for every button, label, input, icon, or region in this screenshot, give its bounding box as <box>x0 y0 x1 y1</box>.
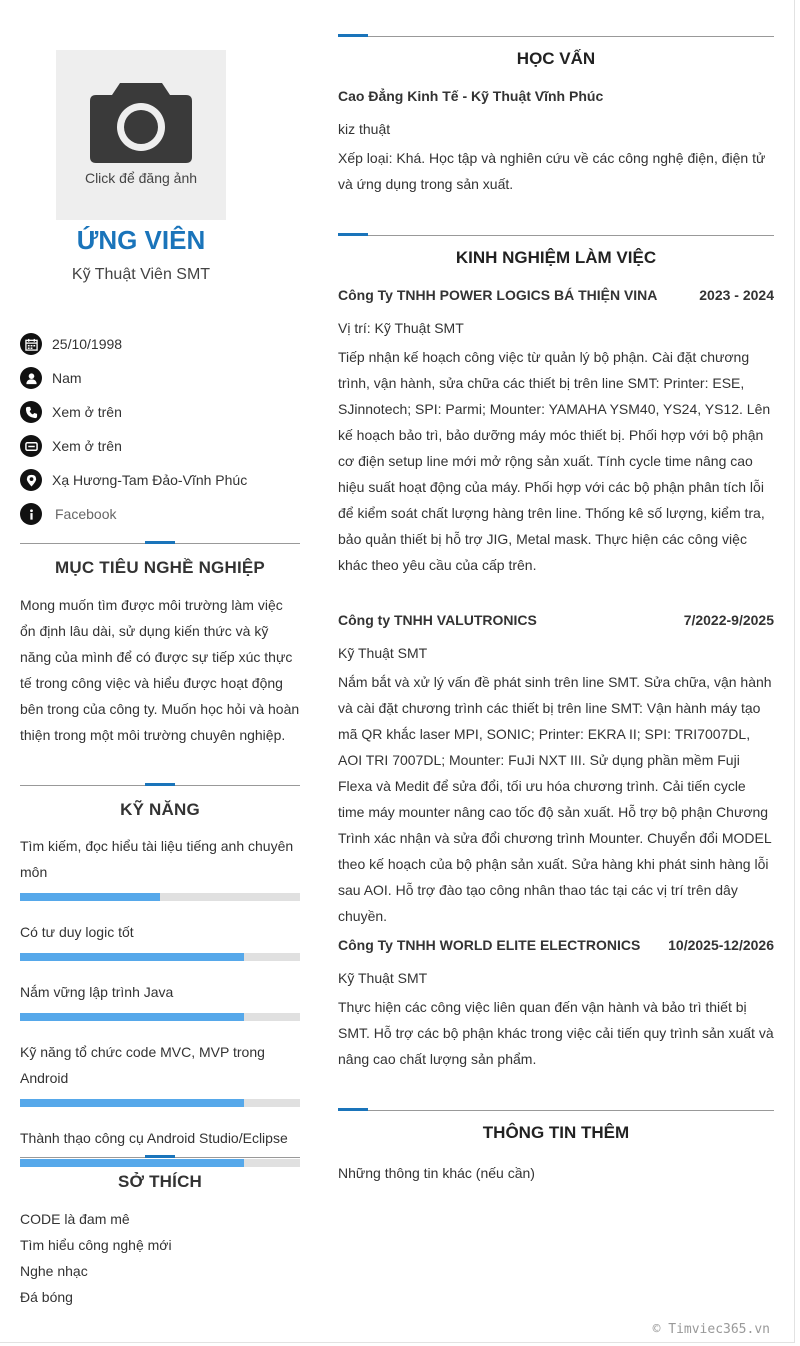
skills-list <box>20 833 300 1185</box>
job-description: Nắm bắt và xử lý vấn đề phát sinh trên line SMT. Sửa chữa, vận hành và cài đặt chương trình các thiết bị trên line SMT: Vận hành máy tạo mã QR khắc laser MPI, SONIC; Printer: EKRA II; SPI: TRI7007DL, AOI TRI 7007DL; Mounter: FuJi NXT III. Sử dụng phần mềm Fuji Flexa và Medit để sửa đổi, tối ưu hóa chương trình. Cải tiến cycle time máy mounter nâng cao tốc độ sản xuất. Hỗ trợ bộ phận Chương Trình xác nhận và sửa đổi chương trình Mounter. Chuyển đổi MODEL theo kế hoạch của bộ phận sản xuất. Sửa hàng khi phát sinh hàng lỗi sau AOI. Hỗ trợ đào tạo công nhân thao tác tại các vị trí trên dây chuyền. <box>338 674 772 924</box>
skills-title: KỸ NĂNG <box>120 800 200 819</box>
gender-value: Nam <box>52 370 82 386</box>
job-entry <box>338 285 774 578</box>
job-company: Công Ty TNHH POWER LOGICS BÁ THIỆN VINA <box>338 287 658 303</box>
footer-copyright: © Timviec365.vn <box>652 1322 770 1337</box>
heading-accent-bar <box>145 541 175 544</box>
hobbies-heading <box>20 1157 300 1192</box>
school-name: Cao Đẳng Kinh Tế - Kỹ Thuật Vĩnh Phúc <box>338 88 604 104</box>
job-description: Thực hiện các công việc liên quan đến vận hành và bảo trì thiết bị SMT. Hỗ trợ các bộ phận khác trong việc cải tiến quy trình sản xuất và nâng cao chất lượng sản phẩm. <box>338 999 774 1067</box>
additional-title: THÔNG TIN THÊM <box>482 1123 630 1142</box>
additional-heading <box>338 1110 774 1143</box>
job-position: Kỹ Thuật SMT <box>338 645 428 661</box>
education-title: HỌC VẤN <box>516 49 596 68</box>
job-period: 7/2022-9/2025 <box>683 612 774 628</box>
phone-icon <box>20 401 42 423</box>
skill-name: Nắm vững lập trình Java <box>20 984 174 1000</box>
info-icon <box>20 503 42 525</box>
job-company: Công ty TNHH VALUTRONICS <box>338 612 537 628</box>
birthday-value: 25/10/1998 <box>52 336 123 352</box>
experience-title: KINH NGHIỆM LÀM VIỆC <box>455 248 657 267</box>
skill-item <box>20 833 300 901</box>
phone-value: Xem ở trên <box>52 404 122 420</box>
skill-bar <box>20 1013 300 1021</box>
skill-bar <box>20 893 300 901</box>
skill-name: Thành thạo công cụ Android Studio/Eclipse <box>20 1130 288 1146</box>
skill-bar <box>20 1099 300 1107</box>
email-value: Xem ở trên <box>52 438 122 454</box>
heading-accent-bar <box>338 233 368 236</box>
contact-phone <box>20 395 300 429</box>
hobbies-list <box>20 1206 300 1310</box>
skill-name: Kỹ năng tổ chức code MVC, MVP trong Android <box>20 1044 265 1086</box>
hobby-item: Tìm hiểu công nghệ mới <box>20 1237 172 1253</box>
candidate-name: ỨNG VIÊN <box>76 225 206 255</box>
hobbies-title: SỞ THÍCH <box>117 1172 203 1191</box>
career-goal-heading <box>20 543 300 578</box>
heading-accent-bar <box>338 1108 368 1111</box>
hobby-item: CODE là đam mê <box>20 1211 130 1227</box>
education-entry <box>338 86 774 197</box>
heading-accent-bar <box>145 783 175 786</box>
skill-item <box>20 1039 300 1107</box>
skill-name: Có tư duy logic tốt <box>20 924 134 940</box>
job-entry <box>338 935 774 1072</box>
career-goal-title: MỤC TIÊU NGHỀ NGHIỆP <box>55 558 265 577</box>
education-description: Xếp loại: Khá. Học tập và nghiên cứu về các công nghệ điện, điện tử và ứng dụng trong sản xuất. <box>338 150 766 192</box>
contact-birthday <box>20 327 300 361</box>
job-entry <box>338 610 774 929</box>
contact-info <box>20 327 300 531</box>
location-icon <box>20 469 42 491</box>
contact-gender <box>20 361 300 395</box>
calendar-icon <box>20 333 42 355</box>
heading-accent-bar <box>338 34 368 37</box>
education-major: kiz thuật <box>338 121 391 137</box>
skill-bar <box>20 953 300 961</box>
job-company: Công Ty TNHH WORLD ELITE ELECTRONICS <box>338 937 641 953</box>
skill-fill <box>20 953 244 961</box>
experience-heading <box>338 235 774 268</box>
career-goal-text: Mong muốn tìm được môi trường làm việc ổn định lâu dài, sử dụng kiến thức và kỹ năng của mình để có được sự tiếp xúc thực tế trong công việc và hiểu được hoạt động bên trong của công ty. Muốn học hỏi và hoàn thiện trong một môi trường chuyên nghiệp. <box>20 597 300 743</box>
avatar-caption: Click để đăng ảnh <box>84 170 198 186</box>
contact-email <box>20 429 300 463</box>
skill-item <box>20 919 300 961</box>
contact-address <box>20 463 300 497</box>
job-period: 2023 - 2024 <box>699 287 774 303</box>
skill-item <box>20 979 300 1021</box>
skill-fill <box>20 1099 244 1107</box>
avatar-upload[interactable] <box>56 50 226 220</box>
facebook-link[interactable]: Facebook <box>55 506 117 522</box>
job-description: Tiếp nhận kế hoạch công việc từ quản lý bộ phận. Cài đặt chương trình, vận hành, sửa chữa các thiết bị trên line SMT: Printer: ESE, SJinnotech; SPI: Parmi; Mounter: YAMAHA YSM40, YS24, YS12. Lên kế hoạch bảo trì, bảo dưỡng máy móc thiết bị. Phối hợp với bộ phận cơ điện setup line mới mở rộng sản xuất. Tính cycle time nâng cao hiệu suất hoạt động của máy. Phối hợp với các bộ phận phân tích lỗi để kiểm soát chất lượng hàng trên line. Thống kê số lượng, kiểm tra, bảo quản thiết bị hỗ trợ JIG, Metal mask. Thực hiện các công việc khác theo yêu cầu của cấp trên. <box>338 349 771 573</box>
skills-heading <box>20 785 300 820</box>
candidate-title: Kỹ Thuật Viên SMT <box>71 266 211 283</box>
hobby-item: Nghe nhạc <box>20 1263 88 1279</box>
additional-text: Những thông tin khác (nếu cần) <box>338 1165 535 1181</box>
hobby-item: Đá bóng <box>20 1289 73 1305</box>
skill-fill <box>20 893 160 901</box>
contact-facebook[interactable] <box>20 497 300 531</box>
user-icon <box>20 367 42 389</box>
job-period: 10/2025-12/2026 <box>668 937 774 953</box>
skill-fill <box>20 1013 244 1021</box>
email-icon <box>20 435 42 457</box>
education-heading <box>338 36 774 69</box>
camera-icon <box>90 75 192 165</box>
heading-accent-bar <box>145 1155 175 1158</box>
address-value: Xạ Hương-Tam Đảo-Vĩnh Phúc <box>52 472 248 488</box>
job-position: Vị trí: Kỹ Thuật SMT <box>338 320 464 336</box>
skill-name: Tìm kiếm, đọc hiểu tài liệu tiếng anh chuyên môn <box>20 838 294 880</box>
job-position: Kỹ Thuật SMT <box>338 970 428 986</box>
